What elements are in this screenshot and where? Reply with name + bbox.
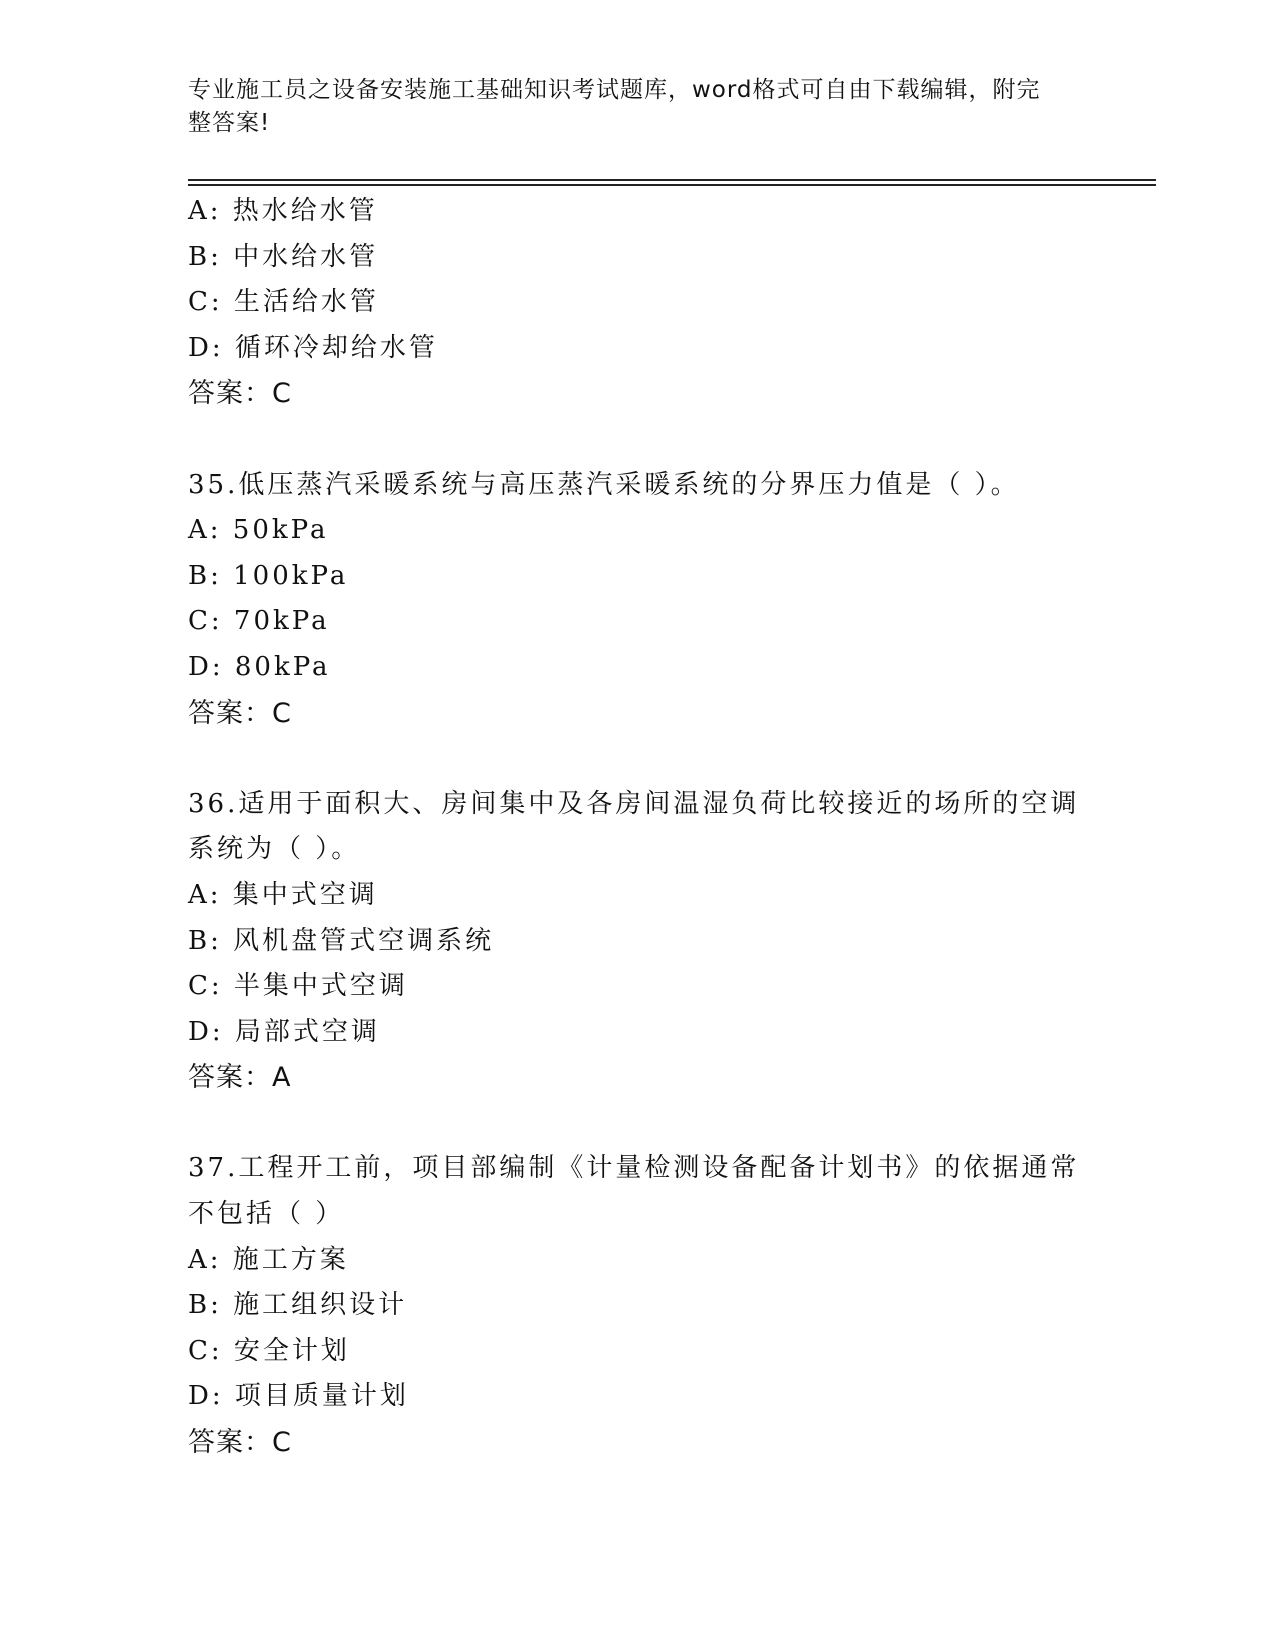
option-b: B: 施工组织设计: [188, 1290, 408, 1321]
document-header: [188, 74, 1068, 140]
option-c: C: 半集中式空调: [188, 971, 408, 1002]
option-a: A: 50kPa: [188, 515, 329, 546]
option-d: D: 80kPa: [188, 651, 331, 682]
option-c: C: 安全计划: [188, 1335, 350, 1366]
question-36: [188, 782, 1088, 1101]
answer-line: 答案：A: [188, 1062, 292, 1094]
question-text-line-1: 36.适用于面积大、房间集中及各房间温湿负荷比较接近的场所的空调: [188, 788, 1080, 819]
question-37: [188, 1146, 1088, 1465]
option-d: D: 项目质量计划: [188, 1381, 409, 1412]
question-text-line-2: 不包括（ ）: [188, 1199, 345, 1230]
question-text-line-2: 系统为（ ）。: [188, 834, 361, 865]
option-a: A: 热水给水管: [188, 196, 378, 226]
spacer: [188, 736, 1088, 782]
spacer: [188, 417, 1088, 463]
question-35: [188, 463, 1088, 737]
question-text-line-1: 37.工程开工前，项目部编制《计量检测设备配备计划书》的依据通常: [188, 1153, 1080, 1184]
answer-line: 答案：C: [188, 378, 292, 410]
answer-line: 答案：C: [188, 697, 292, 729]
option-d: D: 循环冷却给水管: [188, 332, 438, 363]
option-a: A: 施工方案: [188, 1244, 349, 1275]
option-c: C: 70kPa: [188, 606, 330, 637]
option-b: B: 中水给水管: [188, 241, 379, 272]
header-divider-top: [188, 179, 1156, 181]
spacer: [188, 1101, 1088, 1147]
option-a: A: 集中式空调: [188, 879, 378, 910]
header-line-1: 专业施工员之设备安装施工基础知识考试题库，word格式可自由下载编辑，附完: [188, 77, 1041, 103]
option-c: C: 生活给水管: [188, 287, 379, 318]
header-line-2: 整答案!: [188, 110, 271, 136]
answer-line: 答案：C: [188, 1427, 292, 1459]
question-34: [188, 189, 1088, 417]
header-divider-bottom: [188, 184, 1156, 186]
option-b: B: 100kPa: [188, 560, 349, 591]
option-d: D: 局部式空调: [188, 1016, 380, 1047]
question-text: 35.低压蒸汽采暖系统与高压蒸汽采暖系统的分界压力值是（ ）。: [188, 469, 1020, 500]
option-b: B: 风机盘管式空调系统: [188, 925, 495, 956]
question-list: [188, 189, 1088, 1466]
